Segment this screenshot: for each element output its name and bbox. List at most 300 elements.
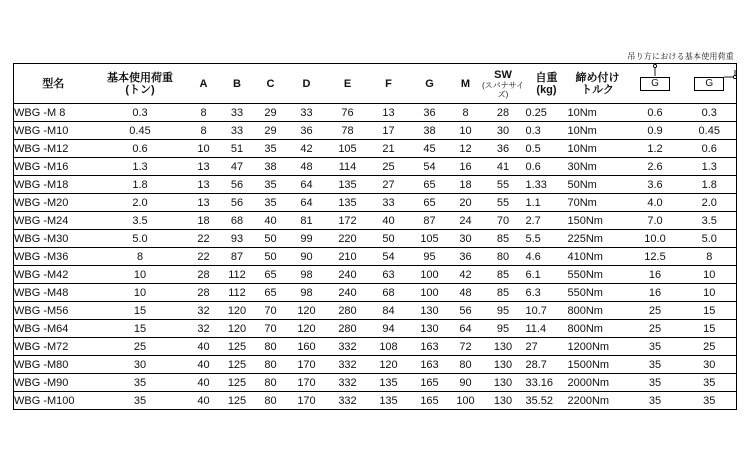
dim-e: 135: [327, 176, 369, 194]
vertical-lift-load: 25: [628, 320, 683, 338]
dim-d: 33: [287, 104, 327, 122]
header-a: A: [188, 64, 220, 104]
model: WBG -M48: [14, 284, 93, 302]
table-row: [14, 284, 737, 302]
dim-e: 78: [327, 122, 369, 140]
spanner-size: 130: [481, 356, 526, 374]
torque-value: 550Nm: [568, 266, 628, 284]
header-b: B: [220, 64, 255, 104]
weight-value: 33.16: [526, 374, 568, 392]
weight-value: 28.7: [526, 356, 568, 374]
header-load-line1: 基本使用荷重: [107, 71, 173, 84]
spanner-size: 41: [481, 158, 526, 176]
dim-d: 36: [287, 122, 327, 140]
torque-value: 10Nm: [568, 104, 628, 122]
header-row: [14, 64, 737, 104]
dim-c: 35: [255, 176, 287, 194]
side-lift-load: 25: [683, 338, 737, 356]
dim-a: 40: [188, 356, 220, 374]
dim-f: 21: [369, 140, 409, 158]
vertical-lift-load: 35: [628, 338, 683, 356]
dim-c: 29: [255, 104, 287, 122]
weight-value: 6.3: [526, 284, 568, 302]
dim-f: 33: [369, 194, 409, 212]
load-value: 0.6: [93, 140, 188, 158]
dim-c: 80: [255, 338, 287, 356]
header-weight-line1: 自重: [535, 71, 558, 84]
dim-c: 65: [255, 266, 287, 284]
load-value: 1.8: [93, 176, 188, 194]
vertical-lift-diagram: [640, 77, 670, 91]
side-lift-load: 8: [683, 248, 737, 266]
model: WBG -M24: [14, 212, 93, 230]
torque-value: 800Nm: [568, 320, 628, 338]
dim-e: 105: [327, 140, 369, 158]
spanner-size: 55: [481, 194, 526, 212]
header-torque: [568, 64, 628, 104]
dim-c: 29: [255, 122, 287, 140]
dim-d: 170: [287, 374, 327, 392]
table-row: [14, 176, 737, 194]
load-value: 25: [93, 338, 188, 356]
dim-c: 35: [255, 194, 287, 212]
torque-value: 150Nm: [568, 212, 628, 230]
weight-value: 0.6: [526, 158, 568, 176]
dim-b: 125: [220, 374, 255, 392]
side-lift-load: 15: [683, 302, 737, 320]
dim-d: 98: [287, 266, 327, 284]
dim-g: 165: [409, 392, 451, 410]
header-g: G: [409, 64, 451, 104]
dim-c: 80: [255, 356, 287, 374]
spanner-size: 130: [481, 392, 526, 410]
dim-f: 68: [369, 284, 409, 302]
dim-a: 13: [188, 158, 220, 176]
dim-b: 125: [220, 356, 255, 374]
weight-value: 11.4: [526, 320, 568, 338]
model: WBG -M10: [14, 122, 93, 140]
header-model: 型名: [14, 64, 93, 104]
weight-value: 35.52: [526, 392, 568, 410]
torque-value: 70Nm: [568, 194, 628, 212]
weight-value: 2.7: [526, 212, 568, 230]
model: WBG -M 8: [14, 104, 93, 122]
side-lift-label: G: [694, 77, 724, 91]
table-row: [14, 230, 737, 248]
dim-g: 163: [409, 356, 451, 374]
dim-g: 105: [409, 230, 451, 248]
header-m: M: [451, 64, 481, 104]
dim-b: 112: [220, 266, 255, 284]
dim-m: 8: [451, 104, 481, 122]
dim-c: 65: [255, 284, 287, 302]
header-vertical-lift: [628, 64, 683, 104]
vertical-lift-load: 35: [628, 374, 683, 392]
weight-value: 1.33: [526, 176, 568, 194]
weight-value: 5.5: [526, 230, 568, 248]
dim-b: 120: [220, 320, 255, 338]
vertical-lift-load: 0.6: [628, 104, 683, 122]
header-f: F: [369, 64, 409, 104]
weight-value: 0.25: [526, 104, 568, 122]
weight-value: 6.1: [526, 266, 568, 284]
dim-b: 93: [220, 230, 255, 248]
dim-g: 38: [409, 122, 451, 140]
dim-m: 24: [451, 212, 481, 230]
model: WBG -M90: [14, 374, 93, 392]
dim-g: 163: [409, 338, 451, 356]
dim-m: 80: [451, 356, 481, 374]
side-lift-load: 1.8: [683, 176, 737, 194]
dim-m: 90: [451, 374, 481, 392]
dim-g: 65: [409, 176, 451, 194]
dim-f: 63: [369, 266, 409, 284]
dim-e: 240: [327, 284, 369, 302]
torque-value: 225Nm: [568, 230, 628, 248]
header-load-line2: (トン): [125, 83, 155, 96]
weight-value: 4.6: [526, 248, 568, 266]
dim-b: 51: [220, 140, 255, 158]
table-row: [14, 356, 737, 374]
load-value: 1.3: [93, 158, 188, 176]
weight-value: 1.1: [526, 194, 568, 212]
torque-value: 1500Nm: [568, 356, 628, 374]
side-lift-load: 10: [683, 266, 737, 284]
vertical-lift-load: 1.2: [628, 140, 683, 158]
dim-e: 76: [327, 104, 369, 122]
dim-f: 120: [369, 356, 409, 374]
dim-e: 332: [327, 338, 369, 356]
dim-a: 28: [188, 284, 220, 302]
dim-d: 90: [287, 248, 327, 266]
dim-c: 40: [255, 212, 287, 230]
spanner-size: 36: [481, 140, 526, 158]
vertical-lift-load: 2.6: [628, 158, 683, 176]
dim-m: 72: [451, 338, 481, 356]
dim-c: 50: [255, 230, 287, 248]
dim-m: 42: [451, 266, 481, 284]
dim-m: 30: [451, 230, 481, 248]
model: WBG -M80: [14, 356, 93, 374]
load-value: 15: [93, 320, 188, 338]
side-lift-load: 0.6: [683, 140, 737, 158]
model: WBG -M12: [14, 140, 93, 158]
side-lift-load: 35: [683, 392, 737, 410]
dim-m: 18: [451, 176, 481, 194]
model: WBG -M72: [14, 338, 93, 356]
spanner-size: 85: [481, 266, 526, 284]
dim-g: 54: [409, 158, 451, 176]
table-row: [14, 122, 737, 140]
dim-b: 47: [220, 158, 255, 176]
side-lift-icon: [724, 70, 738, 84]
dim-f: 84: [369, 302, 409, 320]
dim-g: 36: [409, 104, 451, 122]
weight-value: 27: [526, 338, 568, 356]
spanner-size: 95: [481, 320, 526, 338]
dim-c: 50: [255, 248, 287, 266]
table-row: [14, 104, 737, 122]
spanner-size: 30: [481, 122, 526, 140]
spec-table-body: [14, 104, 737, 410]
model: WBG -M56: [14, 302, 93, 320]
dim-f: 40: [369, 212, 409, 230]
torque-value: 410Nm: [568, 248, 628, 266]
dim-a: 8: [188, 122, 220, 140]
dim-c: 80: [255, 374, 287, 392]
side-lift-load: 0.45: [683, 122, 737, 140]
model: WBG -M100: [14, 392, 93, 410]
vertical-lift-load: 25: [628, 302, 683, 320]
dim-e: 220: [327, 230, 369, 248]
dim-b: 56: [220, 176, 255, 194]
dim-b: 33: [220, 122, 255, 140]
table-row: [14, 212, 737, 230]
load-value: 30: [93, 356, 188, 374]
vertical-lift-load: 35: [628, 356, 683, 374]
dim-g: 130: [409, 302, 451, 320]
dim-d: 98: [287, 284, 327, 302]
dim-m: 16: [451, 158, 481, 176]
dim-a: 18: [188, 212, 220, 230]
dim-d: 64: [287, 194, 327, 212]
spanner-size: 130: [481, 374, 526, 392]
side-lift-load: 15: [683, 320, 737, 338]
dim-e: 114: [327, 158, 369, 176]
dim-a: 32: [188, 302, 220, 320]
side-lift-load: 35: [683, 374, 737, 392]
table-row: [14, 302, 737, 320]
spec-table: [13, 63, 737, 410]
dim-f: 135: [369, 392, 409, 410]
torque-value: 800Nm: [568, 302, 628, 320]
dim-e: 240: [327, 266, 369, 284]
dim-d: 99: [287, 230, 327, 248]
torque-value: 2000Nm: [568, 374, 628, 392]
dim-m: 36: [451, 248, 481, 266]
dim-m: 64: [451, 320, 481, 338]
dim-c: 35: [255, 140, 287, 158]
dim-g: 130: [409, 320, 451, 338]
dim-m: 10: [451, 122, 481, 140]
vertical-lift-load: 0.9: [628, 122, 683, 140]
dim-m: 56: [451, 302, 481, 320]
side-lift-load: 5.0: [683, 230, 737, 248]
dim-c: 70: [255, 320, 287, 338]
header-side-lift: [683, 64, 737, 104]
side-lift-load: 3.5: [683, 212, 737, 230]
spanner-size: 85: [481, 230, 526, 248]
vertical-lift-icon: [652, 64, 658, 76]
table-row: [14, 320, 737, 338]
torque-value: 10Nm: [568, 122, 628, 140]
dim-c: 70: [255, 302, 287, 320]
dim-g: 87: [409, 212, 451, 230]
dim-b: 120: [220, 302, 255, 320]
dim-b: 112: [220, 284, 255, 302]
side-lift-load: 0.3: [683, 104, 737, 122]
dim-a: 22: [188, 230, 220, 248]
dim-a: 13: [188, 176, 220, 194]
dim-b: 68: [220, 212, 255, 230]
model: WBG -M36: [14, 248, 93, 266]
torque-value: 2200Nm: [568, 392, 628, 410]
table-row: [14, 140, 737, 158]
dim-f: 94: [369, 320, 409, 338]
dim-d: 48: [287, 158, 327, 176]
vertical-lift-load: 7.0: [628, 212, 683, 230]
dim-a: 40: [188, 338, 220, 356]
torque-value: 50Nm: [568, 176, 628, 194]
dim-e: 135: [327, 194, 369, 212]
table-row: [14, 158, 737, 176]
header-weight: [526, 64, 568, 104]
load-value: 10: [93, 266, 188, 284]
spanner-size: 95: [481, 302, 526, 320]
header-load: [93, 64, 188, 104]
header-sw: [481, 64, 526, 104]
load-value: 0.45: [93, 122, 188, 140]
model: WBG -M30: [14, 230, 93, 248]
header-sw-sub: (スパナサイズ): [481, 80, 525, 99]
spanner-size: 130: [481, 338, 526, 356]
dim-a: 28: [188, 266, 220, 284]
dim-g: 95: [409, 248, 451, 266]
dim-m: 12: [451, 140, 481, 158]
torque-value: 10Nm: [568, 140, 628, 158]
load-value: 10: [93, 284, 188, 302]
dim-e: 332: [327, 356, 369, 374]
model: WBG -M42: [14, 266, 93, 284]
weight-value: 10.7: [526, 302, 568, 320]
dim-m: 20: [451, 194, 481, 212]
table-row: [14, 266, 737, 284]
dim-f: 108: [369, 338, 409, 356]
dim-g: 65: [409, 194, 451, 212]
dim-f: 17: [369, 122, 409, 140]
load-value: 0.3: [93, 104, 188, 122]
dim-f: 50: [369, 230, 409, 248]
load-value: 15: [93, 302, 188, 320]
torque-value: 550Nm: [568, 284, 628, 302]
vertical-lift-load: 16: [628, 284, 683, 302]
load-value: 35: [93, 374, 188, 392]
lifting-load-note: 吊り方における基本使用荷重: [627, 52, 734, 61]
side-lift-load: 1.3: [683, 158, 737, 176]
dim-d: 160: [287, 338, 327, 356]
spanner-size: 55: [481, 176, 526, 194]
spanner-size: 28: [481, 104, 526, 122]
vertical-lift-load: 16: [628, 266, 683, 284]
dim-f: 13: [369, 104, 409, 122]
header-torque-line2: トルク: [581, 83, 614, 96]
table-row: [14, 194, 737, 212]
spanner-size: 85: [481, 284, 526, 302]
side-lift-diagram: [694, 77, 724, 91]
side-lift-load: 30: [683, 356, 737, 374]
load-value: 2.0: [93, 194, 188, 212]
vertical-lift-load: 3.6: [628, 176, 683, 194]
header-sw-label: SW: [494, 68, 512, 81]
vertical-lift-load: 35: [628, 392, 683, 410]
dim-m: 100: [451, 392, 481, 410]
spanner-size: 70: [481, 212, 526, 230]
dim-a: 13: [188, 194, 220, 212]
dim-e: 280: [327, 320, 369, 338]
model: WBG -M20: [14, 194, 93, 212]
dim-d: 120: [287, 320, 327, 338]
dim-m: 48: [451, 284, 481, 302]
table-row: [14, 248, 737, 266]
vertical-lift-load: 12.5: [628, 248, 683, 266]
dim-a: 8: [188, 104, 220, 122]
dim-e: 332: [327, 392, 369, 410]
table-row: [14, 374, 737, 392]
dim-a: 32: [188, 320, 220, 338]
spanner-size: 80: [481, 248, 526, 266]
dim-g: 100: [409, 266, 451, 284]
load-value: 35: [93, 392, 188, 410]
header-c: C: [255, 64, 287, 104]
load-value: 8: [93, 248, 188, 266]
vertical-lift-load: 4.0: [628, 194, 683, 212]
dim-e: 280: [327, 302, 369, 320]
dim-b: 56: [220, 194, 255, 212]
dim-d: 64: [287, 176, 327, 194]
side-lift-load: 2.0: [683, 194, 737, 212]
dim-a: 10: [188, 140, 220, 158]
dim-g: 100: [409, 284, 451, 302]
table-row: [14, 392, 737, 410]
dim-e: 332: [327, 374, 369, 392]
dim-g: 165: [409, 374, 451, 392]
dim-d: 81: [287, 212, 327, 230]
weight-value: 0.5: [526, 140, 568, 158]
dim-b: 87: [220, 248, 255, 266]
dim-e: 172: [327, 212, 369, 230]
dim-c: 80: [255, 392, 287, 410]
dim-d: 120: [287, 302, 327, 320]
dim-b: 125: [220, 338, 255, 356]
model: WBG -M18: [14, 176, 93, 194]
model: WBG -M64: [14, 320, 93, 338]
vertical-lift-load: 10.0: [628, 230, 683, 248]
dim-f: 25: [369, 158, 409, 176]
dim-e: 210: [327, 248, 369, 266]
header-torque-line1: 締め付け: [575, 71, 620, 84]
dim-g: 45: [409, 140, 451, 158]
dim-d: 170: [287, 392, 327, 410]
dim-f: 135: [369, 374, 409, 392]
dim-a: 22: [188, 248, 220, 266]
header-d: D: [287, 64, 327, 104]
model: WBG -M16: [14, 158, 93, 176]
torque-value: 30Nm: [568, 158, 628, 176]
dim-a: 40: [188, 374, 220, 392]
header-e: E: [327, 64, 369, 104]
load-value: 5.0: [93, 230, 188, 248]
dim-b: 33: [220, 104, 255, 122]
dim-f: 54: [369, 248, 409, 266]
load-value: 3.5: [93, 212, 188, 230]
dim-b: 125: [220, 392, 255, 410]
dim-a: 40: [188, 392, 220, 410]
vertical-lift-label: G: [640, 77, 670, 91]
header-weight-line2: (kg): [536, 83, 557, 96]
torque-value: 1200Nm: [568, 338, 628, 356]
dim-c: 38: [255, 158, 287, 176]
weight-value: 0.3: [526, 122, 568, 140]
